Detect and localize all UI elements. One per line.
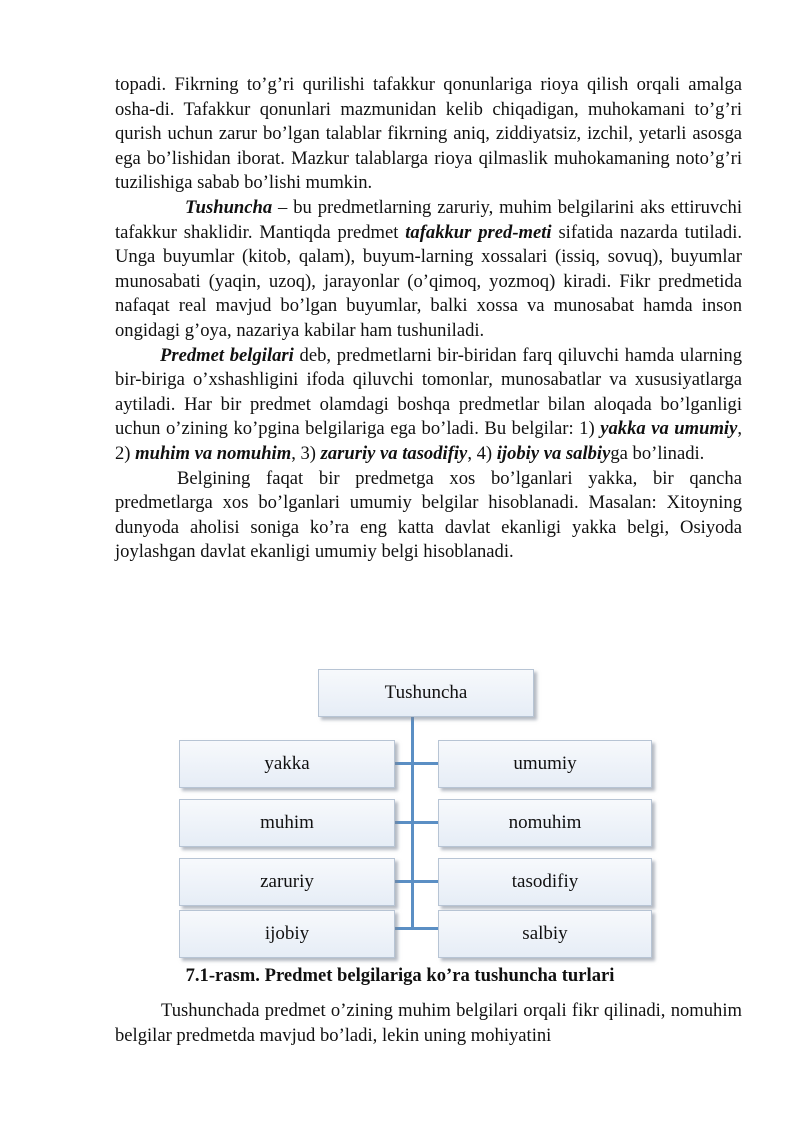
box-nomuhim: nomuhim (438, 799, 652, 847)
separator-3: , 4) (467, 442, 497, 464)
box-ijobiy: ijobiy (179, 910, 395, 958)
term-yakka-umumiy: yakka va umumiy (600, 418, 738, 440)
connector-row-4 (395, 927, 438, 930)
box-yakka: yakka (179, 740, 395, 788)
connector-row-1 (395, 762, 438, 765)
connector-row-3 (395, 880, 438, 883)
body-text-continued (115, 999, 742, 1048)
paragraph-1: topadi. Fikrning to’g’ri qurilishi tafakkur qonunlariga rioya qilish orqali amalga osha-di. Tafakkur qonunlari mazmunidan kelib chiqadigan, muhokamani to’g’ri qurish uchun zarur bo’lgan talablar fikrning aniq, ziddiyatsiz, izchil, yetarli asosga ega bo’lishidan iborat. Mazkur talablarga rioya qilmaslik muhokamaning noto’g’ri tuzilishiga sabab bo’lishi mumkin. (115, 74, 742, 194)
paragraph-3 (115, 344, 742, 467)
paragraph-2 (115, 196, 742, 344)
term-tushuncha: Tushuncha (185, 196, 273, 218)
term-muhim-nomuhim: muhim va nomuhim (135, 442, 292, 464)
root-box-tushuncha: Tushuncha (318, 669, 534, 717)
box-salbiy: salbiy (438, 910, 652, 958)
paragraph-3-end: ga bo’linadi. (610, 442, 705, 464)
paragraph-4: Belgining faqat bir predmetga xos bo’lganlari yakka, bir qancha predmetlarga xos bo’lganlari umumiy belgilar hisoblanadi. Masalan: Xitoyning dunyoda aholisi soniga ko’ra eng katta davlat ekanligi yakka belgi, Osiyoda joylashgan davlat ekanligi umumiy belgi hisoblanadi. (115, 467, 742, 563)
paragraph-2-text-b: sifatida nazarda tutiladi. Unga buyumlar (kitob, qalam), buyum-larning xossalari (issiq, sovuq), buyumlar munosabati (yaqin, uzoq), jarayonlar (o’qimoq, yozmoq) kiradi. Fikr predmetida nafaqat real mavjud bo’lgan buyumlar, balki xossa va munosabat hamda inson ongidagi g’oya, nazariya kabilar ham tushuniladi. (115, 221, 743, 341)
paragraph-2-text-a: – bu predmetlarning zaruriy, muhim belgilarini aks ettiruvchi tafakkur shaklidir. Mantiqda predmet (115, 196, 742, 243)
box-muhim: muhim (179, 799, 395, 847)
separator-1: , 2) (115, 418, 742, 464)
term-ijobiy-salbiy: ijobiy va salbiy (496, 442, 611, 464)
connector-trunk (411, 717, 414, 930)
term-zaruriy-tasodifiy: zaruriy va tasodifiy (320, 442, 468, 464)
figure-caption: 7.1-rasm. Predmet belgilariga ko’ra tushuncha turlari (185, 965, 615, 986)
box-tasodifiy: tasodifiy (438, 858, 652, 906)
box-umumiy: umumiy (438, 740, 652, 788)
separator-2: , 3) (291, 442, 321, 464)
term-predmet-belgilari: Predmet belgilari (160, 344, 294, 366)
term-tafakkur-predmeti: tafakkur pred-meti (405, 221, 552, 243)
paragraph-3-text-a: deb, predmetlarni bir-biridan farq qiluvchi hamda ularning bir-biriga o’xshashligini ifoda qiluvchi tomonlar, munosabatlar va xususiyatlarga aytiladi. Har bir predmet olamdagi boshqa predmetlar bilan aloqada bo’lganligi uchun o’zining ko’pgina belgilariga ega bo’ladi. Bu belgilar: 1) (115, 344, 742, 440)
box-zaruriy: zaruriy (179, 858, 395, 906)
connector-row-2 (395, 821, 438, 824)
paragraph-5: Tushunchada predmet o’zining muhim belgilari orqali fikr qilinadi, nomuhim belgilar predmetda mavjud bo’ladi, lekin uning mohiyatini (115, 1000, 742, 1046)
body-text (115, 73, 742, 565)
